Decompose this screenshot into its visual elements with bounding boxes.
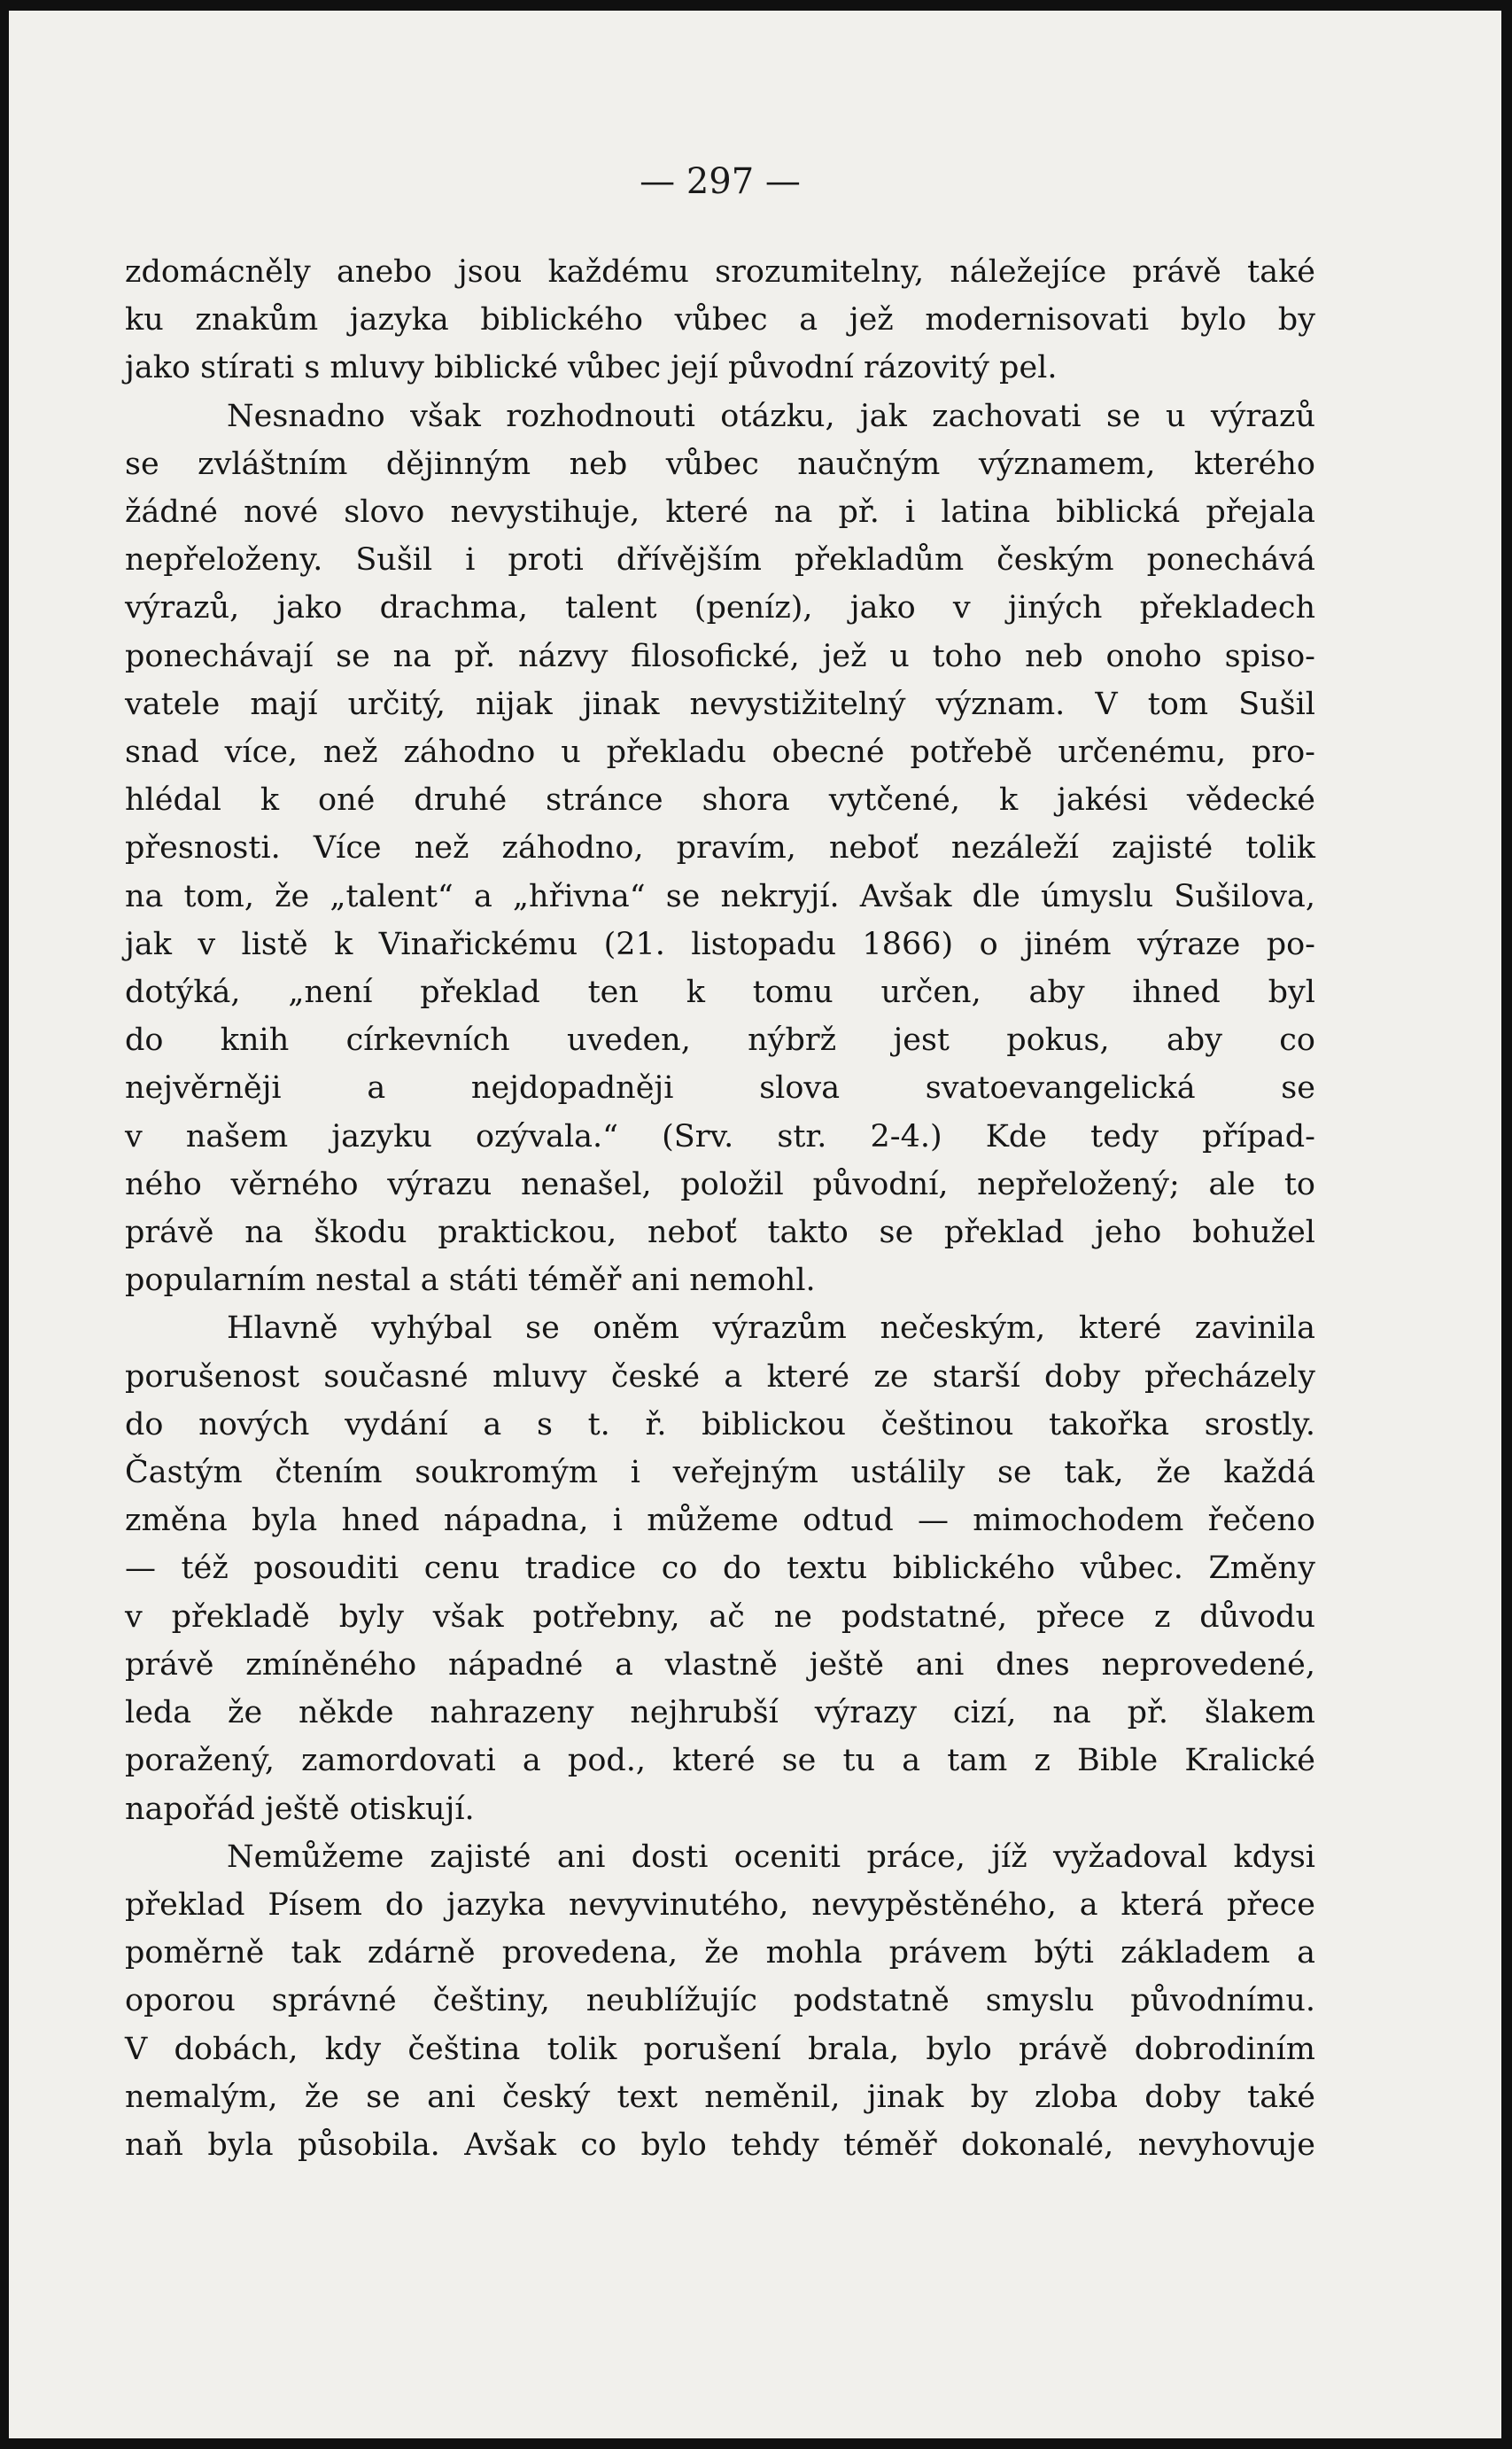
text-line: porušenost současné mluvy české a které ze starší doby přecházely bbox=[125, 1358, 1315, 1395]
text-line: ponechávají se na př. názvy filosofické, jež u toho neb onoho spiso- bbox=[125, 638, 1315, 674]
text-line: jak v listě k Vinařickému (21. listopadu 1866) o jiném výraze po- bbox=[125, 926, 1315, 962]
text-line: se zvláštním dějinným neb vůbec naučným významem, kterého bbox=[125, 446, 1315, 482]
text-line: hlédal k oné druhé stránce shora vytčené, k jakési vědecké bbox=[125, 782, 1315, 819]
body-text bbox=[125, 248, 1315, 2169]
paragraph bbox=[125, 248, 1315, 393]
text-line: zdomácněly anebo jsou každému srozumitelny, náležejíce právě také bbox=[125, 254, 1315, 290]
text-line: poměrně tak zdárně provedena, že mohla právem býti základem a bbox=[125, 1935, 1315, 1971]
text-line: dotýká, „není překlad ten k tomu určen, aby ihned byl bbox=[125, 975, 1315, 1011]
text-line: v našem jazyku ozývala.“ (Srv. str. 2-4.) Kde tedy případ- bbox=[125, 1118, 1315, 1155]
text-line: nejvěrněji a nejdopadněji slova svatoevangelická se bbox=[125, 1070, 1315, 1107]
text-line: do nových vydání a s t. ř. biblickou češtinou takořka srostly. bbox=[125, 1406, 1315, 1442]
text-line: právě zmíněného nápadné a vlastně ještě ani dnes neprovedené, bbox=[125, 1646, 1315, 1683]
text-line: na tom, že „talent“ a „hřivna“ se nekryjí. Avšak dle úmyslu Sušilova, bbox=[125, 878, 1315, 914]
paragraph bbox=[125, 1304, 1315, 1832]
text-line: napořád ještě otiskují. bbox=[125, 1791, 475, 1827]
text-line: změna byla hned nápadna, i můžeme odtud — mimochodem řečeno bbox=[125, 1503, 1315, 1539]
text-line: vatele mají určitý, nijak jinak nevystižitelný význam. V tom Sušil bbox=[125, 686, 1315, 722]
text-line: poražený, zamordovati a pod., které se tu a tam z Bible Kralické bbox=[125, 1743, 1315, 1779]
text-line: přesnosti. Více než záhodno, pravím, neboť nezáleží zajisté tolik bbox=[125, 830, 1315, 867]
text-line: překlad Písem do jazyka nevyvinutého, nevypěstěného, a která přece bbox=[125, 1886, 1315, 1923]
paragraph bbox=[125, 1833, 1315, 2169]
page-number: — 297 — bbox=[640, 161, 801, 202]
book-page bbox=[9, 11, 1501, 2438]
text-line: Nemůžeme zajisté ani dosti oceniti práce, jíž vyžadoval kdysi bbox=[227, 1839, 1315, 1875]
text-line: Hlavně vyhýbal se oněm výrazům nečeským, které zavinila bbox=[227, 1310, 1315, 1347]
text-line: nemalým, že se ani český text neměnil, jinak by zloba doby také bbox=[125, 2079, 1315, 2115]
text-line: oporou správné češtiny, neublížujíc podstatně smyslu původnímu. bbox=[125, 1983, 1315, 2019]
paragraph bbox=[125, 393, 1315, 1305]
text-line: do knih církevních uveden, nýbrž jest pokus, aby co bbox=[125, 1022, 1315, 1059]
text-line: Nesnadno však rozhodnouti otázku, jak zachovati se u výrazů bbox=[227, 398, 1315, 434]
text-line: — též posouditi cenu tradice co do textu biblického vůbec. Změny bbox=[125, 1551, 1315, 1587]
text-line: leda že někde nahrazeny nejhrubší výrazy cizí, na př. šlakem bbox=[125, 1695, 1315, 1731]
text-line: žádné nové slovo nevystihuje, které na př. i latina biblická přejala bbox=[125, 494, 1315, 531]
text-line: výrazů, jako drachma, talent (peníz), jako v jiných překladech bbox=[125, 590, 1315, 626]
text-line: popularním nestal a státi téměř ani nemohl. bbox=[125, 1263, 816, 1299]
text-line: v překladě byly však potřebny, ač ne podstatné, přece z důvodu bbox=[125, 1598, 1315, 1635]
text-line: ného věrného výrazu nenašel, položil původní, nepřeložený; ale to bbox=[125, 1166, 1315, 1202]
text-line: ku znakům jazyka biblického vůbec a jež modernisovati bylo by bbox=[125, 302, 1315, 338]
text-line: Častým čtením soukromým i veřejným ustálily se tak, že každá bbox=[125, 1455, 1315, 1491]
text-line: naň byla působila. Avšak co bylo tehdy téměř dokonalé, nevyhovuje bbox=[125, 2126, 1315, 2163]
text-line: V dobách, kdy čeština tolik porušení brala, bylo právě dobrodiním bbox=[125, 2031, 1315, 2067]
text-line: jako stírati s mluvy biblické vůbec její původní rázovitý pel. bbox=[125, 350, 1058, 386]
text-line: snad více, než záhodno u překladu obecné potřebě určenému, pro- bbox=[125, 735, 1315, 771]
text-line: nepřeloženy. Sušil i proti dřívějším překladům českým ponechává bbox=[125, 542, 1315, 579]
text-line: právě na škodu praktickou, neboť takto se překlad jeho bohužel bbox=[125, 1215, 1315, 1251]
